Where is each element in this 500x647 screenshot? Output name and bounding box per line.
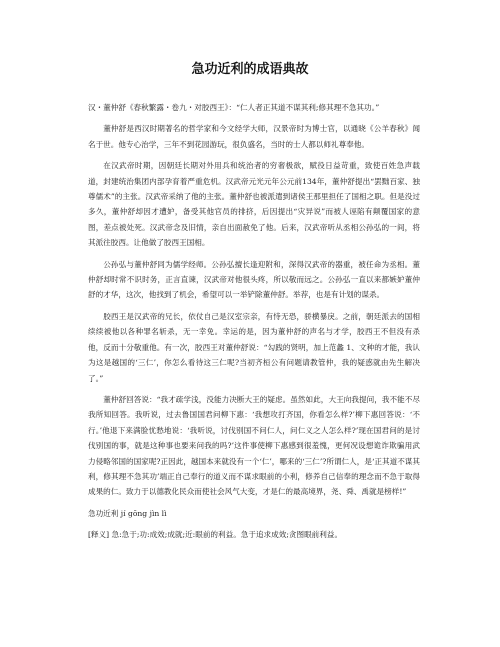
body-paragraph: 董仲舒是西汉时期著名的哲学家和今文经学大师，汉景帝时为博士官，以通晓《公羊春秋》闻名于世。他专心治学，三年不到花园游玩，很负盛名，当时的士人都以师礼尊奉他。 — [88, 124, 420, 149]
document-body — [88, 100, 420, 549]
quote-paragraph: 汉・董仲舒《春秋繁露・卷九・对胶西王》：“仁人者正其道不谋其利;修其理不急其功。” — [88, 103, 380, 112]
body-paragraph: 董仲舒回答说：“我才疏学浅，没能力决断大王的疑虑。虽然如此，大王向我提问，我不能不尽我所知回答。我听说，过去鲁国国君问柳下惠：‘我想攻打齐国，你看怎么样?’柳下惠回答说：‘不行。’他退下来满脸忧愁地说：‘我听说，讨伐别国不问仁人，问仁义之人怎么样?’现在国君问的是讨伐别国的事，就是这种事也要来问我的吗?’这件事使柳下惠感到很羞愧，更何况设想诡诈欺骗用武力侵略邻国的国家呢?正因此，越国本来就没有一个‘仁’，哪来的‘三仁’?所谓仁人，是‘正其道不谋其利，修其理不急其功’端正自己奉行的道义而不谋求眼前的小利，修养自己信奉的理念而不急于取得成果的仁。致力于以德教化民众而使社会风气大变，才是仁的最高境界，尧、舜、禹就是榜样!” — [88, 394, 420, 497]
body-paragraph: 公孙弘与董仲舒同为儒学经师。公孙弘擅长逢迎附和，深得汉武帝的器重，被任命为丞相。董仲舒却时常不识时务，正言直谏，汉武帝对他很头疼，所以敬而远之。公孙弘一直以来都嫉妒董仲舒的才华，这次，他找到了机会，希望可以一举铲除董仲舒。举荐，也是有计划的谋杀。 — [88, 259, 420, 300]
document-title: 急功近利的成语典故 — [191, 62, 309, 77]
idiom-pinyin: 急功近利 jí gōng jìn lì — [88, 508, 167, 518]
idiom-definition: [释义] 急:急于;功:成效;成就;近:眼前的利益。急于追求成效;贪图眼前利益。 — [88, 530, 343, 540]
body-paragraph: 在汉武帝时期，因朝廷长期对外用兵和统治者的穷奢极欲，赋役日益苛重，致使百姓急声载道，封建统治集团内部孕育着严重危机。汉武帝元光元年公元前134年，董仲舒提出“罢黜百家、独尊儒术”的主张。汉武帝采纳了他的主张。董仲舒也被派遣到诸侯王那里担任了国相之职。但是没过多久，董仲舒却因才遭妒，备受其他官员的排挤，后因提出“灾异说”而被人诬陷有颠覆国家的意图，差点被处死。汉武帝念及旧情，亲自出面赦免了他。后来，汉武帝听从丞相公孙弘的一间，将其派往胶西。让他做了胶西王国相。 — [88, 161, 420, 248]
body-paragraph: 胶西王是汉武帝的兄长，依仗自己是汉室宗亲，有恃无恐，骄横暴戾。之前，朝廷派去的国相续续被他以各种罪名斩杀，无一幸免。幸运的是，因为董仲舒的声名与才学，胶西王不但没有杀他，反而十分敬重他。有一次，胶西王对董仲舒说：“勾践的贤明，加上范蠡 1、文种的才能，我认为这是越国的‘三仁’，你怎么看待这三仁呢?当初齐桓公有问题请教管仲，我的疑惑就由先生解决了。” — [88, 311, 420, 383]
